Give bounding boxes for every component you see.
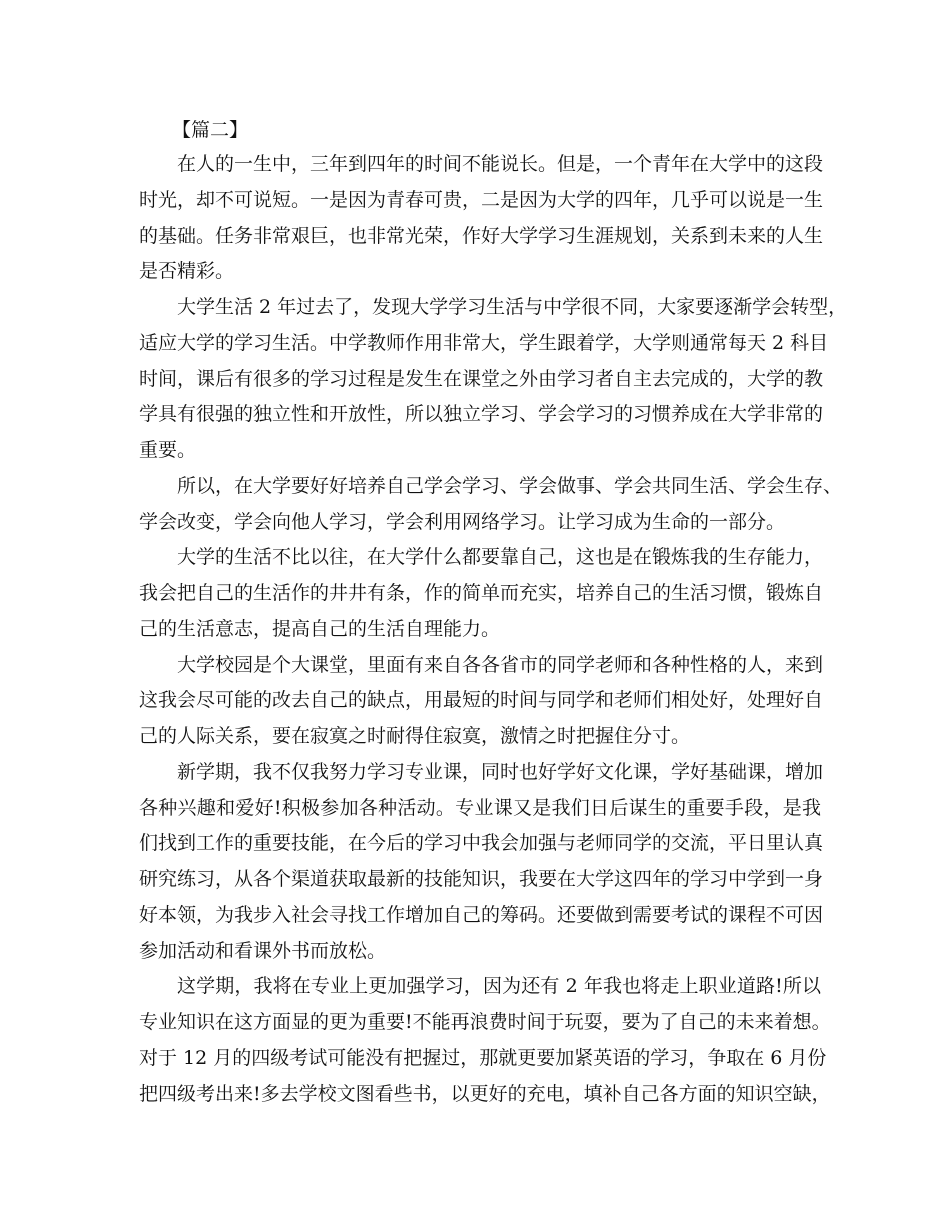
paragraph-5-line-3: 己的人际关系，要在寂寞之时耐得住寂寞，激情之时把握住分寸。 xyxy=(139,725,691,747)
paragraph-3-line-1: 所以，在大学要好好培养自己学会学习、学会做事、学会共同生活、学会生存、 xyxy=(177,475,843,497)
paragraph-6-line-1: 新学期，我不仅我努力学习专业课，同时也好学好文化课，学好基础课，增加 xyxy=(177,761,824,783)
paragraph-7-line-3: 对于 12 月的四级考试可能没有把握过，那就更要加紧英语的学习，争取在 6 月份 xyxy=(139,1047,827,1069)
paragraph-7-line-2: 专业知识在这方面显的更为重要!不能再浪费时间于玩耍，要为了自己的未来着想。 xyxy=(139,1011,831,1033)
paragraph-5-line-2: 这我会尽可能的改去自己的缺点，用最短的时间与同学和老师们相处好，处理好自 xyxy=(139,689,824,711)
paragraph-1-line-2: 时光，却不可说短。一是因为青春可贵，二是因为大学的四年，几乎可以说是一生 xyxy=(139,189,824,211)
paragraph-4-line-1: 大学的生活不比以往，在大学什么都要靠自己，这也是在锻炼我的生存能力， xyxy=(177,546,824,568)
paragraph-1-line-4: 是否精彩。 xyxy=(139,260,235,282)
paragraph-5-line-1: 大学校园是个大课堂，里面有来自各各省市的同学老师和各种性格的人，来到 xyxy=(177,654,824,676)
paragraph-4-line-3: 己的生活意志，提高自己的生活自理能力。 xyxy=(139,618,501,640)
paragraph-6-line-5: 好本领，为我步入社会寻找工作增加自己的筹码。还要做到需要考试的课程不可因 xyxy=(139,904,824,926)
paragraph-3-line-2: 学会改变，学会向他人学习，学会利用网络学习。让学习成为生命的一部分。 xyxy=(139,511,786,533)
paragraph-4-line-2: 我会把自己的生活作的井井有条，作的简单而充实，培养自己的生活习惯，锻炼自 xyxy=(139,582,824,604)
paragraph-1-line-1: 在人的一生中，三年到四年的时间不能说长。但是，一个青年在大学中的这段 xyxy=(177,153,824,175)
paragraph-6-line-2: 各种兴趣和爱好!积极参加各种活动。专业课又是我们日后谋生的重要手段，是我 xyxy=(139,797,821,819)
paragraph-1-line-3: 的基础。任务非常艰巨，也非常光荣，作好大学学习生涯规划，关系到未来的人生 xyxy=(139,225,824,247)
paragraph-2-line-1: 大学生活 2 年过去了，发现大学学习生活与中学很不同，大家要逐渐学会转型， xyxy=(177,296,848,318)
paragraph-7-line-1: 这学期，我将在专业上更加强学习，因为还有 2 年我也将走上职业道路!所以 xyxy=(177,975,821,997)
paragraph-2-line-5: 重要。 xyxy=(139,439,197,461)
paragraph-7-line-4: 把四级考出来!多去学校文图看些书，以更好的充电，填补自己各方面的知识空缺， xyxy=(139,1083,831,1105)
paragraph-2-line-3: 时间，课后有很多的学习过程是发生在课堂之外由学习者自主去完成的，大学的教 xyxy=(139,368,824,390)
paragraph-2-line-2: 适应大学的学习生活。中学教师作用非常大，学生跟着学，大学则通常每天 2 科目 xyxy=(139,332,829,354)
paragraph-2-line-4: 学具有很强的独立性和开放性，所以独立学习、学会学习的习惯养成在大学非常的 xyxy=(139,403,824,425)
paragraph-6-line-3: 们找到工作的重要技能，在今后的学习中我会加强与老师同学的交流，平日里认真 xyxy=(139,832,824,854)
paragraph-6-line-4: 研究练习，从各个渠道获取最新的技能知识，我要在大学这四年的学习中学到一身 xyxy=(139,868,824,890)
section-heading: 【篇二】 xyxy=(172,119,249,141)
paragraph-6-line-6: 参加活动和看课外书而放松。 xyxy=(139,940,387,962)
